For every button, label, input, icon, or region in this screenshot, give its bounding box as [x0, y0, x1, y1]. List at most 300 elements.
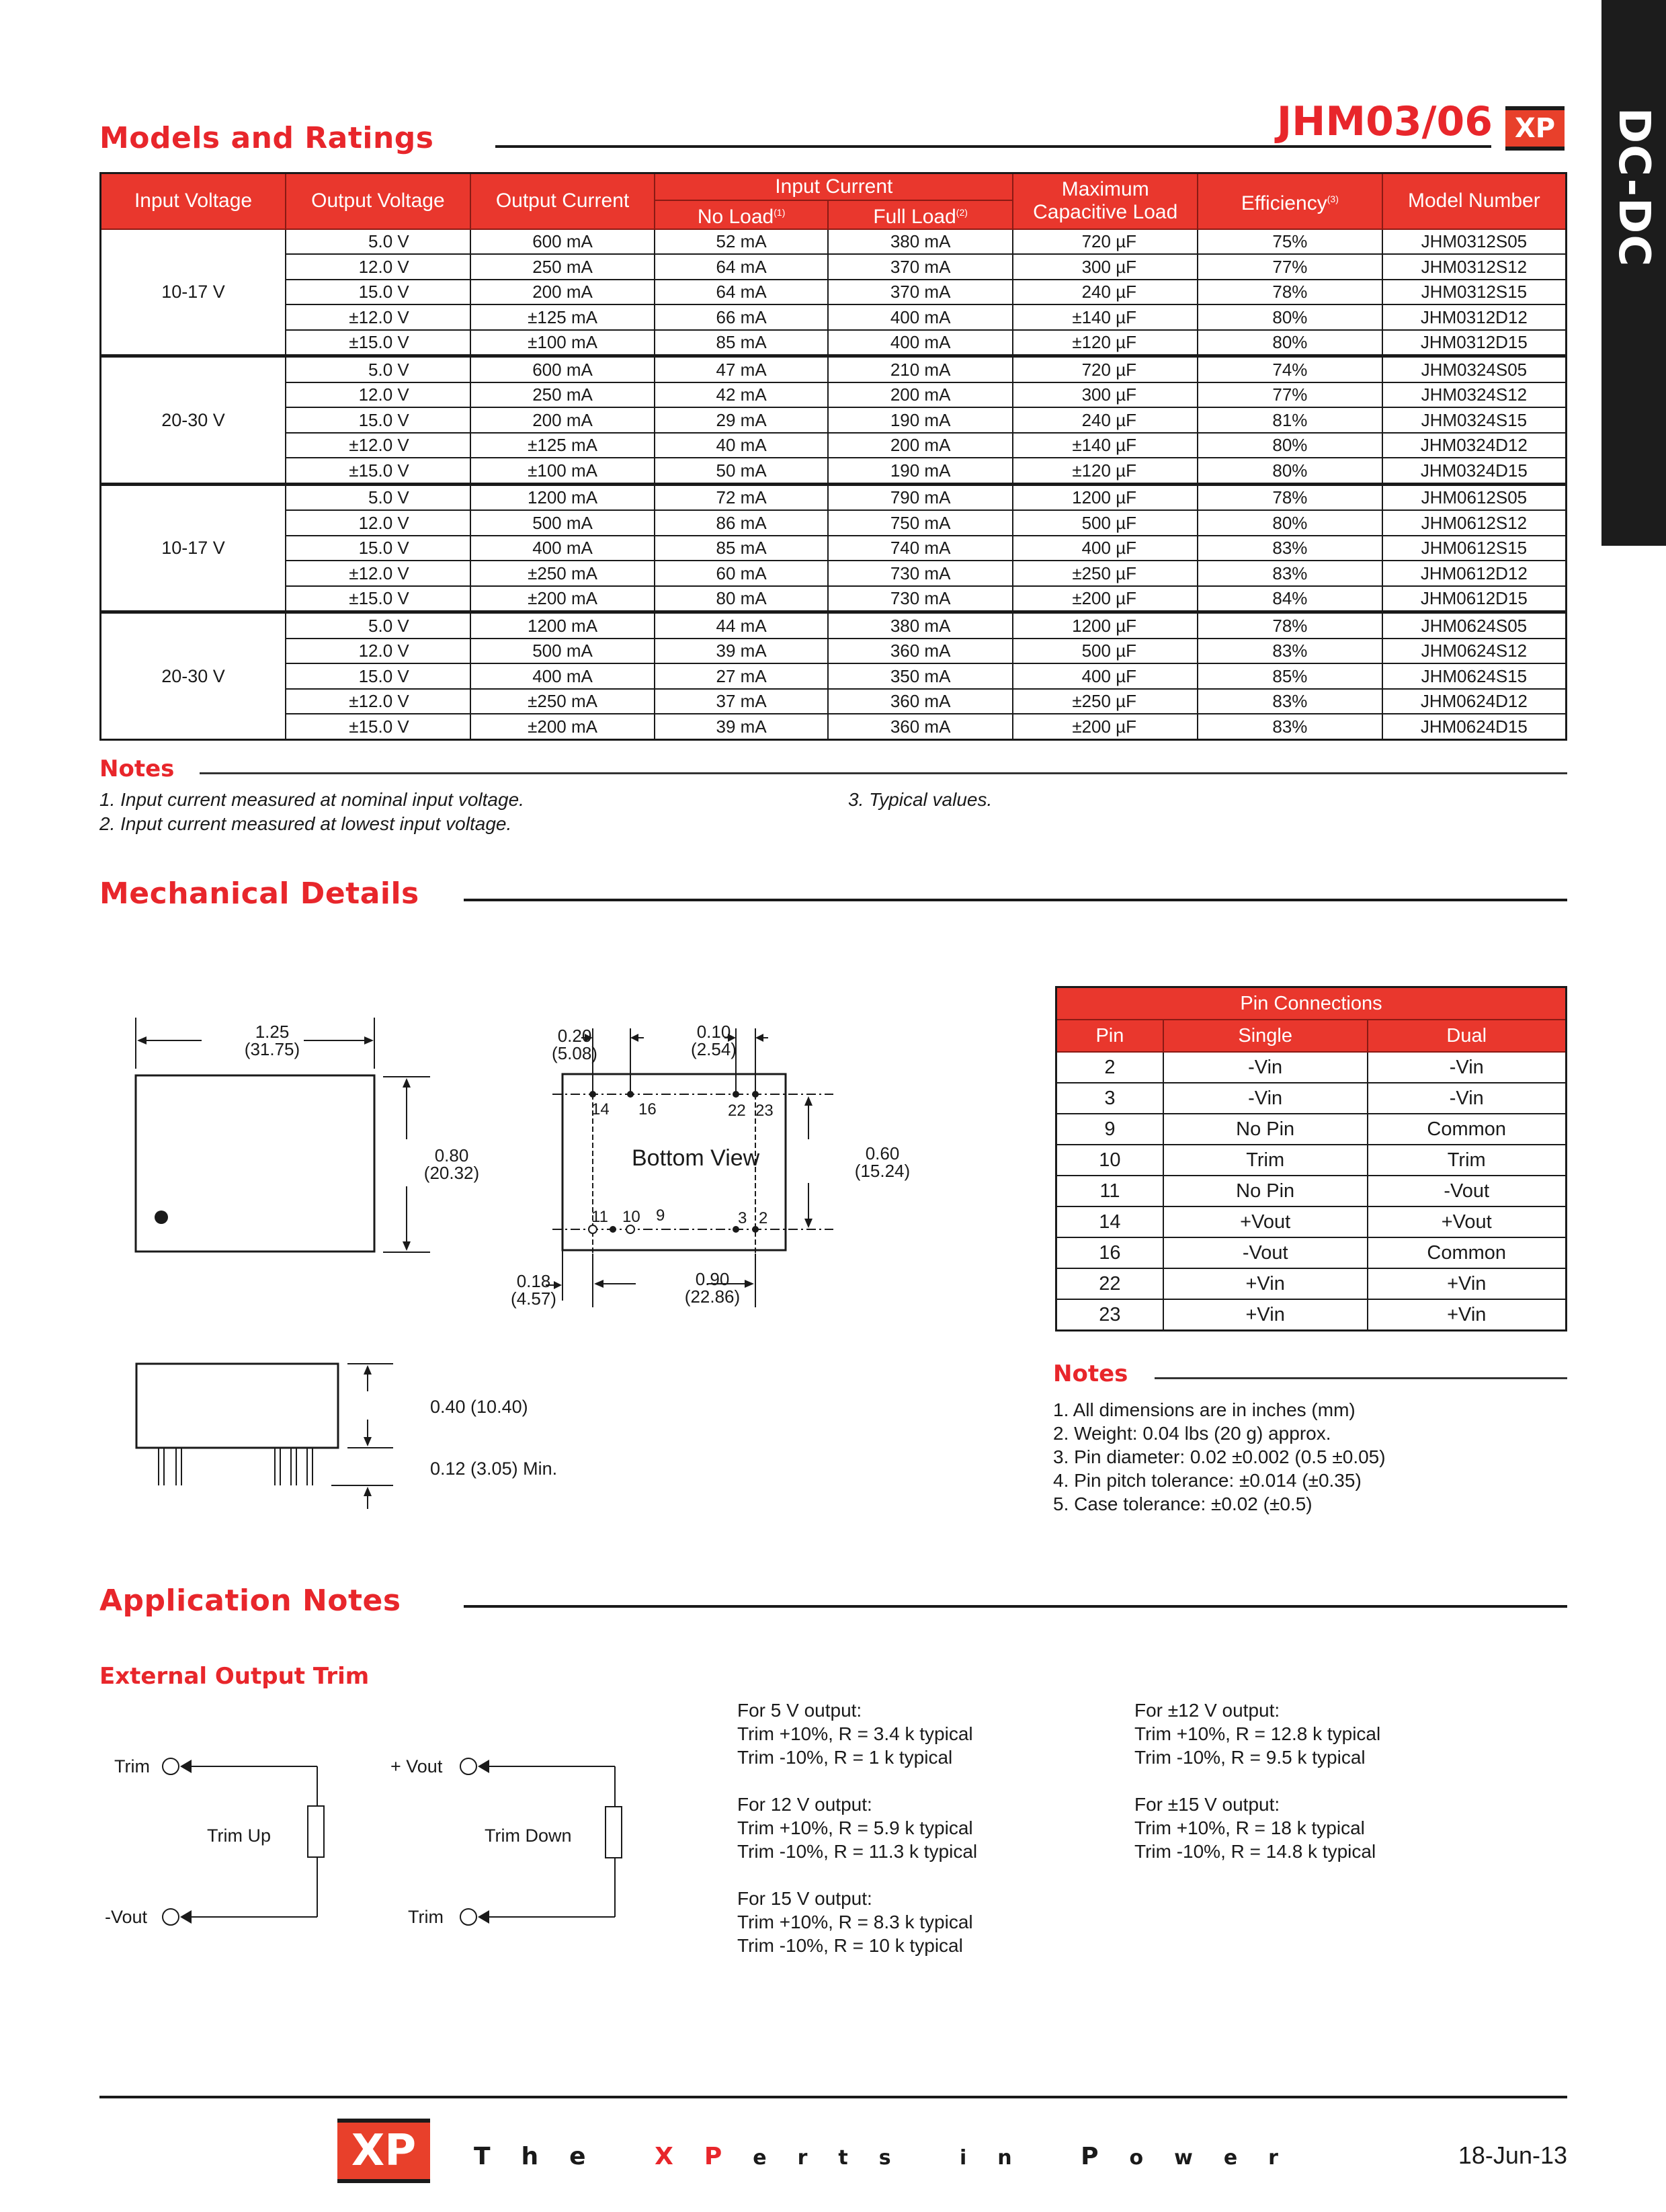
pin-row [1056, 1206, 1567, 1237]
output-voltage-cell: ±12.0 V [286, 561, 470, 586]
output-current-cell: 1200 mA [470, 612, 655, 639]
pin-cell: No Pin [1163, 1176, 1368, 1206]
xp-logo [1505, 106, 1565, 151]
table-row [101, 356, 1567, 382]
pin-row [1056, 1083, 1567, 1114]
pin-row [1056, 1268, 1567, 1299]
input-voltage-cell: 10-17 V [101, 484, 286, 612]
trim-head: For ±12 V output: [1134, 1700, 1280, 1721]
trim-down-label: Trim Down [485, 1826, 572, 1846]
efficiency-cell: 84% [1198, 586, 1382, 612]
no-load-cell: 47 mA [655, 356, 828, 382]
dim-value: 0.20 [557, 1026, 592, 1046]
capacitive-load-cell: ±200 µF [1013, 586, 1198, 612]
trim-pm12v [1134, 1698, 1380, 1769]
footer-logo-text: XP [351, 2126, 417, 2176]
pin-label-11: 11 [591, 1208, 608, 1226]
table-row [101, 612, 1567, 639]
pin-label-10: 10 [622, 1208, 640, 1226]
pin-label-2: 2 [759, 1209, 768, 1227]
full-load-cell: 370 mA [828, 254, 1013, 280]
trim-up-bottom-label: -Vout [105, 1907, 148, 1927]
output-voltage-cell: ±15.0 V [286, 586, 470, 612]
output-current-cell: 250 mA [470, 254, 655, 280]
model-number-cell: JHM0612D12 [1382, 561, 1567, 586]
output-voltage-cell: 5.0 V [286, 229, 470, 255]
full-load-cell: 360 mA [828, 689, 1013, 714]
dim-value: 0.60 [865, 1143, 900, 1163]
output-voltage-cell: 15.0 V [286, 280, 470, 305]
footer-rule [99, 2096, 1567, 2098]
output-voltage-cell: ±15.0 V [286, 458, 470, 484]
pin-cell: Common [1368, 1237, 1567, 1268]
table-row [101, 639, 1567, 664]
capacitive-load-cell: ±120 µF [1013, 458, 1198, 484]
model-number-cell: JHM0324D15 [1382, 458, 1567, 484]
output-voltage-cell: 15.0 V [286, 536, 470, 561]
dim-value: 0.10 [696, 1022, 731, 1042]
footer-date: 18-Jun-13 [1458, 2141, 1567, 2169]
model-number-cell: JHM0312D15 [1382, 330, 1567, 356]
pin-row [1056, 1145, 1567, 1176]
pin-connections-table [1055, 986, 1567, 1332]
side-tab-label: DC-DC [1609, 108, 1659, 268]
full-load-cell: 370 mA [828, 280, 1013, 305]
dim-018 [500, 1272, 567, 1307]
output-voltage-cell: ±12.0 V [286, 304, 470, 330]
capacitive-load-cell: ±250 µF [1013, 689, 1198, 714]
capacitive-load-cell: ±120 µF [1013, 330, 1198, 356]
dim-value-mm: (31.75) [244, 1039, 300, 1059]
footer-xp-logo [337, 2119, 430, 2183]
dim-value-mm: (2.54) [691, 1039, 737, 1059]
trim-down-value: Trim -10%, R = 9.5 k typical [1134, 1747, 1366, 1768]
pin-cell: 22 [1056, 1268, 1163, 1299]
efficiency-cell: 80% [1198, 304, 1382, 330]
capacitive-load-cell: 1200 µF [1013, 612, 1198, 639]
pin-cell: -Vin [1163, 1052, 1368, 1083]
table-row [101, 536, 1567, 561]
table-row [101, 433, 1567, 458]
full-load-cell: 730 mA [828, 561, 1013, 586]
no-load-cell: 27 mA [655, 663, 828, 689]
no-load-cell: 42 mA [655, 382, 828, 408]
capacitive-load-cell: 720 µF [1013, 356, 1198, 382]
note-2: 2. Input current measured at lowest input voltage. [99, 813, 512, 834]
pin-cell: 23 [1056, 1299, 1163, 1331]
model-number-cell: JHM0312D12 [1382, 304, 1567, 330]
efficiency-cell: 83% [1198, 561, 1382, 586]
model-number-cell: JHM0612S15 [1382, 536, 1567, 561]
full-load-cell: 200 mA [828, 433, 1013, 458]
no-load-cell: 40 mA [655, 433, 828, 458]
no-load-cell: 85 mA [655, 536, 828, 561]
xp-logo-text: XP [1514, 113, 1556, 144]
table-row [101, 330, 1567, 356]
capacitive-load-cell: 400 µF [1013, 663, 1198, 689]
capacitive-load-cell: 240 µF [1013, 407, 1198, 433]
output-current-cell: 200 mA [470, 280, 655, 305]
output-voltage-cell: 12.0 V [286, 510, 470, 536]
tagline-word: ower [1129, 2146, 1309, 2170]
output-current-cell: 200 mA [470, 407, 655, 433]
col-full-load-label: Full Load [873, 205, 956, 228]
full-load-cell: 190 mA [828, 458, 1013, 484]
efficiency-cell: 83% [1198, 714, 1382, 739]
output-current-cell: 600 mA [470, 356, 655, 382]
capacitive-load-cell: 500 µF [1013, 510, 1198, 536]
table-row [101, 561, 1567, 586]
pin-cell: -Vin [1163, 1083, 1368, 1114]
output-voltage-cell: 12.0 V [286, 639, 470, 664]
side-height-dim: 0.40 (10.40) [430, 1397, 528, 1417]
col-efficiency-label: Efficiency [1241, 192, 1327, 214]
dim-value: 1.25 [255, 1022, 290, 1042]
footnote-ref: (2) [956, 206, 968, 218]
model-number-cell: JHM0312S12 [1382, 254, 1567, 280]
side-tab-dc-dc [1601, 0, 1666, 546]
dim-value-mm: (20.32) [423, 1163, 480, 1183]
dim-value: 0.90 [695, 1269, 730, 1289]
pin-length-dim: 0.12 (3.05) Min. [430, 1459, 558, 1479]
models-ratings-table [99, 172, 1567, 741]
col-full-load [828, 200, 1013, 229]
capacitive-load-cell: ±250 µF [1013, 561, 1198, 586]
pin-cell: Trim [1368, 1145, 1567, 1176]
table-row [101, 229, 1567, 255]
output-voltage-cell: ±12.0 V [286, 689, 470, 714]
pin-cell: +Vout [1163, 1206, 1368, 1237]
output-current-cell: ±200 mA [470, 714, 655, 739]
notes-rule [200, 772, 1567, 774]
no-load-cell: 29 mA [655, 407, 828, 433]
efficiency-cell: 80% [1198, 510, 1382, 536]
output-voltage-cell: 5.0 V [286, 356, 470, 382]
input-voltage-cell: 20-30 V [101, 612, 286, 740]
pin-cell: No Pin [1163, 1114, 1368, 1145]
no-load-cell: 80 mA [655, 586, 828, 612]
application-rule [464, 1605, 1567, 1608]
output-current-cell: 1200 mA [470, 484, 655, 510]
model-number-cell: JHM0624D12 [1382, 689, 1567, 714]
no-load-cell: 85 mA [655, 330, 828, 356]
top-view-drawing [121, 1001, 497, 1257]
trim-up-value: Trim +10%, R = 3.4 k typical [737, 1723, 973, 1744]
pin-col-single: Single [1163, 1020, 1368, 1052]
pin-row [1056, 1237, 1567, 1268]
full-load-cell: 200 mA [828, 382, 1013, 408]
pin-cell: -Vin [1368, 1052, 1567, 1083]
mech-notes-list [1053, 1398, 1386, 1516]
no-load-cell: 64 mA [655, 280, 828, 305]
section-title-mechanical: Mechanical Details [99, 876, 419, 911]
output-current-cell: 500 mA [470, 639, 655, 664]
tagline-x: X [655, 2143, 704, 2170]
efficiency-cell: 78% [1198, 484, 1382, 510]
efficiency-cell: 80% [1198, 458, 1382, 484]
full-load-cell: 400 mA [828, 330, 1013, 356]
section-title-application: Application Notes [99, 1584, 401, 1618]
pin-cell: +Vin [1368, 1299, 1567, 1331]
pin-label-16: 16 [638, 1100, 657, 1118]
efficiency-cell: 80% [1198, 433, 1382, 458]
capacitive-load-cell: ±200 µF [1013, 714, 1198, 739]
tagline-word: erts [753, 2146, 922, 2170]
col-max-cap-line1: Maximum [1061, 178, 1149, 201]
output-current-cell: ±100 mA [470, 458, 655, 484]
no-load-cell: 72 mA [655, 484, 828, 510]
no-load-cell: 37 mA [655, 689, 828, 714]
trim-up-value: Trim +10%, R = 8.3 k typical [737, 1912, 973, 1932]
col-input-voltage: Input Voltage [101, 173, 286, 229]
table-row [101, 484, 1567, 510]
side-view-drawing [121, 1344, 497, 1519]
dim-010 [680, 1023, 747, 1058]
mechanical-rule [464, 899, 1567, 901]
trim-head: For ±15 V output: [1134, 1794, 1280, 1815]
no-load-cell: 60 mA [655, 561, 828, 586]
tagline-p: P [704, 2143, 753, 2170]
pin-col-pin: Pin [1056, 1020, 1163, 1052]
trim-12v [737, 1793, 977, 1863]
trim-pm15v [1134, 1793, 1376, 1863]
full-load-cell: 740 mA [828, 536, 1013, 561]
trim-down-top-label: + Vout [390, 1756, 443, 1776]
trim-head: For 15 V output: [737, 1888, 872, 1909]
efficiency-cell: 83% [1198, 536, 1382, 561]
dim-060 [849, 1145, 916, 1180]
tagline-word: The [474, 2143, 617, 2170]
tagline-word: in [960, 2146, 1043, 2170]
pin-cell: 10 [1056, 1145, 1163, 1176]
efficiency-cell: 78% [1198, 280, 1382, 305]
capacitive-load-cell: 300 µF [1013, 254, 1198, 280]
note-3: 3. Typical values. [848, 789, 993, 810]
capacitive-load-cell: 240 µF [1013, 280, 1198, 305]
capacitive-load-cell: 500 µF [1013, 639, 1198, 664]
pin-cell: 2 [1056, 1052, 1163, 1083]
output-current-cell: ±250 mA [470, 689, 655, 714]
output-voltage-cell: 12.0 V [286, 254, 470, 280]
efficiency-cell: 77% [1198, 254, 1382, 280]
table-row [101, 407, 1567, 433]
trim-down-value: Trim -10%, R = 1 k typical [737, 1747, 953, 1768]
output-voltage-cell: ±12.0 V [286, 433, 470, 458]
pin-table-title: Pin Connections [1056, 987, 1567, 1020]
output-current-cell: ±125 mA [470, 433, 655, 458]
header-rule [495, 145, 1491, 148]
note-1: 1. Input current measured at nominal input voltage. [99, 789, 524, 810]
model-number-cell: JHM0324S15 [1382, 407, 1567, 433]
output-current-cell: ±100 mA [470, 330, 655, 356]
pin-row [1056, 1114, 1567, 1145]
pin-cell: -Vin [1368, 1083, 1567, 1114]
trim-down-value: Trim -10%, R = 14.8 k typical [1134, 1841, 1376, 1862]
output-voltage-cell: 15.0 V [286, 663, 470, 689]
top-view-width-dim [239, 1023, 306, 1058]
pin-cell: +Vin [1368, 1268, 1567, 1299]
top-view-height-dim [418, 1147, 485, 1182]
full-load-cell: 210 mA [828, 356, 1013, 382]
model-number-cell: JHM0324D12 [1382, 433, 1567, 458]
no-load-cell: 39 mA [655, 639, 828, 664]
output-current-cell: 500 mA [470, 510, 655, 536]
trim-up-value: Trim +10%, R = 12.8 k typical [1134, 1723, 1381, 1744]
mech-note: 5. Case tolerance: ±0.02 (±0.5) [1053, 1493, 1313, 1514]
pin-label-14: 14 [591, 1100, 610, 1118]
full-load-cell: 790 mA [828, 484, 1013, 510]
model-number-cell: JHM0312S05 [1382, 229, 1567, 255]
full-load-cell: 750 mA [828, 510, 1013, 536]
output-current-cell: ±250 mA [470, 561, 655, 586]
trim-up-label: Trim Up [207, 1826, 271, 1846]
output-current-cell: ±200 mA [470, 586, 655, 612]
pin-cell: 16 [1056, 1237, 1163, 1268]
product-title: JHM03/06 [1276, 98, 1493, 145]
full-load-cell: 360 mA [828, 714, 1013, 739]
table-row [101, 254, 1567, 280]
efficiency-cell: 83% [1198, 689, 1382, 714]
no-load-cell: 52 mA [655, 229, 828, 255]
table-row [101, 689, 1567, 714]
model-number-cell: JHM0624S15 [1382, 663, 1567, 689]
dim-value: 0.18 [516, 1271, 551, 1291]
output-voltage-cell: ±15.0 V [286, 330, 470, 356]
pin-row [1056, 1299, 1567, 1331]
efficiency-cell: 80% [1198, 330, 1382, 356]
table-row [101, 510, 1567, 536]
dim-value-mm: (22.86) [684, 1286, 741, 1307]
col-model-number: Model Number [1382, 173, 1567, 229]
model-number-cell: JHM0312S15 [1382, 280, 1567, 305]
col-efficiency [1198, 173, 1382, 229]
dim-value: 0.80 [434, 1145, 469, 1165]
output-current-cell: 400 mA [470, 536, 655, 561]
table-row [101, 280, 1567, 305]
trim-head: For 12 V output: [737, 1794, 872, 1815]
table-row [101, 458, 1567, 484]
output-current-cell: ±125 mA [470, 304, 655, 330]
trim-up-top-label: Trim [114, 1756, 150, 1776]
trim-up-value: Trim +10%, R = 18 k typical [1134, 1817, 1365, 1838]
pin-label-9: 9 [656, 1206, 665, 1225]
full-load-cell: 360 mA [828, 639, 1013, 664]
pin-cell: +Vin [1163, 1299, 1368, 1331]
table-row [101, 382, 1567, 408]
bottom-view-label: Bottom View [632, 1145, 760, 1171]
pin-cell: 9 [1056, 1114, 1163, 1145]
efficiency-cell: 74% [1198, 356, 1382, 382]
notes-list-left [99, 788, 524, 836]
full-load-cell: 380 mA [828, 612, 1013, 639]
pin-cell: Common [1368, 1114, 1567, 1145]
notes-list-right [848, 788, 992, 812]
pin-label-22: 22 [728, 1102, 746, 1120]
col-input-current: Input Current [655, 173, 1013, 200]
capacitive-load-cell: 400 µF [1013, 536, 1198, 561]
col-max-cap-line2: Capacitive Load [1033, 201, 1178, 224]
output-voltage-cell: ±15.0 V [286, 714, 470, 739]
dim-090 [675, 1270, 749, 1305]
pin-cell: 14 [1056, 1206, 1163, 1237]
trim-down-bottom-label: Trim [408, 1907, 444, 1927]
pin-row [1056, 1176, 1567, 1206]
footnote-ref: (1) [774, 206, 786, 218]
model-number-cell: JHM0612S12 [1382, 510, 1567, 536]
capacitive-load-cell: 720 µF [1013, 229, 1198, 255]
trim-down-value: Trim -10%, R = 10 k typical [737, 1935, 963, 1956]
external-trim-title: External Output Trim [99, 1663, 370, 1690]
efficiency-cell: 85% [1198, 663, 1382, 689]
full-load-cell: 730 mA [828, 586, 1013, 612]
pin-label-3: 3 [738, 1209, 747, 1227]
table-row [101, 663, 1567, 689]
mech-note: 4. Pin pitch tolerance: ±0.014 (±0.35) [1053, 1470, 1362, 1491]
no-load-cell: 39 mA [655, 714, 828, 739]
section-title-models: Models and Ratings [99, 121, 434, 155]
model-number-cell: JHM0612S05 [1382, 484, 1567, 510]
efficiency-cell: 75% [1198, 229, 1382, 255]
pin-cell: -Vout [1368, 1176, 1567, 1206]
mech-notes-title: Notes [1053, 1360, 1128, 1387]
dim-value-mm: (4.57) [511, 1288, 556, 1309]
dim-value-mm: (5.08) [552, 1043, 597, 1063]
full-load-cell: 190 mA [828, 407, 1013, 433]
no-load-cell: 66 mA [655, 304, 828, 330]
output-voltage-cell: 12.0 V [286, 382, 470, 408]
capacitive-load-cell: ±140 µF [1013, 304, 1198, 330]
full-load-cell: 380 mA [828, 229, 1013, 255]
model-number-cell: JHM0624S05 [1382, 612, 1567, 639]
capacitive-load-cell: 300 µF [1013, 382, 1198, 408]
col-output-current: Output Current [470, 173, 655, 229]
output-voltage-cell: 5.0 V [286, 612, 470, 639]
output-current-cell: 250 mA [470, 382, 655, 408]
no-load-cell: 44 mA [655, 612, 828, 639]
pin-cell: Trim [1163, 1145, 1368, 1176]
efficiency-cell: 83% [1198, 639, 1382, 664]
trim-15v [737, 1887, 973, 1957]
model-number-cell: JHM0324S12 [1382, 382, 1567, 408]
trim-head: For 5 V output: [737, 1700, 862, 1721]
efficiency-cell: 78% [1198, 612, 1382, 639]
pin-cell: 11 [1056, 1176, 1163, 1206]
capacitive-load-cell: 1200 µF [1013, 484, 1198, 510]
tagline-word: P [1081, 2143, 1130, 2170]
input-voltage-cell: 10-17 V [101, 229, 286, 356]
trim-up-value: Trim +10%, R = 5.9 k typical [737, 1817, 973, 1838]
table-row [101, 304, 1567, 330]
output-current-cell: 400 mA [470, 663, 655, 689]
dim-020 [541, 1027, 608, 1062]
output-voltage-cell: 15.0 V [286, 407, 470, 433]
output-voltage-cell: 5.0 V [286, 484, 470, 510]
capacitive-load-cell: ±140 µF [1013, 433, 1198, 458]
no-load-cell: 50 mA [655, 458, 828, 484]
footnote-ref: (3) [1327, 193, 1339, 204]
trim-5v [737, 1698, 973, 1769]
no-load-cell: 86 mA [655, 510, 828, 536]
notes-title: Notes [99, 755, 175, 782]
pin-cell: -Vout [1163, 1237, 1368, 1268]
dim-value-mm: (15.24) [854, 1161, 911, 1181]
pin-cell: +Vout [1368, 1206, 1567, 1237]
mech-note: 2. Weight: 0.04 lbs (20 g) approx. [1053, 1423, 1331, 1444]
mech-note: 1. All dimensions are in inches (mm) [1053, 1399, 1356, 1420]
trim-down-value: Trim -10%, R = 11.3 k typical [737, 1841, 978, 1862]
mech-note: 3. Pin diameter: 0.02 ±0.002 (0.5 ±0.05) [1053, 1446, 1386, 1467]
col-no-load [655, 200, 828, 229]
